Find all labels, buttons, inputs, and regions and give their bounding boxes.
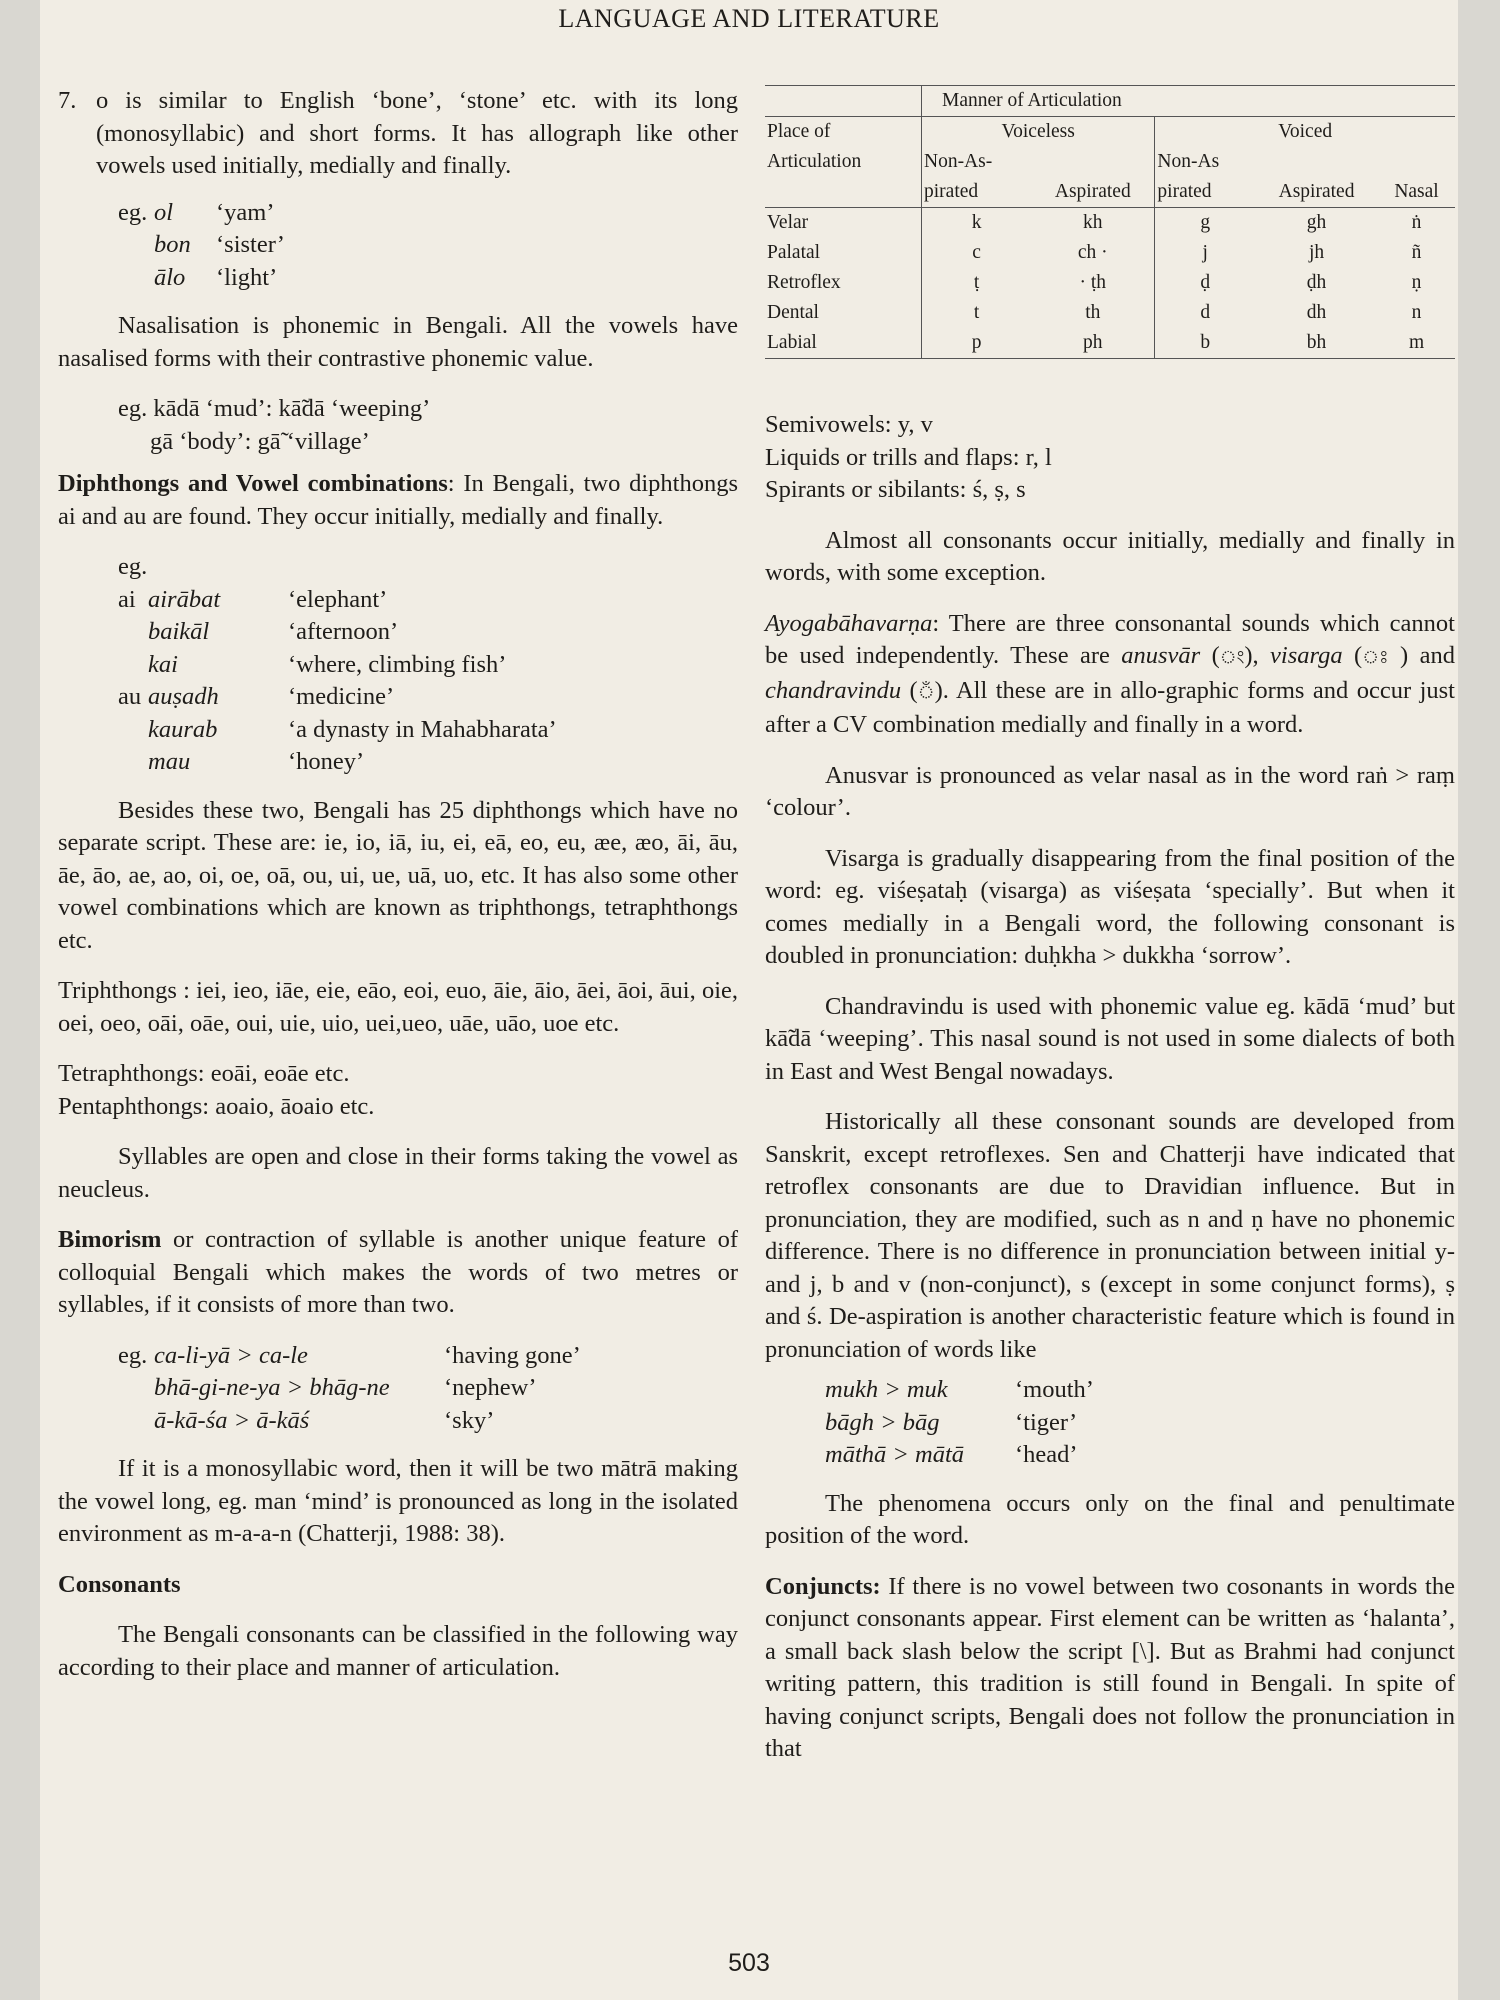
table-cell: gh <box>1306 212 1327 233</box>
conjuncts-text: If there is no vowel between two cosonants in words the conjunct consonants appear. First element can be written as ‘halanta’, a small back slash below the script [\]. But as Brahmi had conjunct writing pattern, this tradition is still found in Bengali. In spite of having conjunct scripts, Bengali does not follow the pronunciation in that <box>765 1572 1455 1762</box>
example-word: airābat <box>148 585 221 613</box>
table-cell: b <box>1200 332 1211 353</box>
table-cell: ṇ <box>1411 272 1422 293</box>
right-column <box>765 85 1455 1784</box>
place-header: Place of <box>765 117 922 148</box>
anusvar-term: anusvār <box>1121 642 1201 669</box>
table-cell: d <box>1200 302 1211 323</box>
nasalisation-paragraph: Nasalisation is phonemic in Bengali. All the vowels have nasalised forms with their contrastive phonemic value. <box>58 312 738 372</box>
anusvar-symbol: ং <box>1219 647 1245 668</box>
nasal-header: Nasal <box>1394 181 1439 202</box>
text-span: ), <box>1244 642 1271 669</box>
diphthong-label <box>118 649 148 682</box>
table-cell: th <box>1031 298 1155 328</box>
table-cell: bh <box>1306 332 1327 353</box>
besides-paragraph: Besides these two, Bengali has 25 diphthongs which have no separate script. These are: ie, io, iā, iu, ei, eā, eo, eu, æe, æo, āi, āu, āe, āo, ae, ao, oi, oe, oā, ou, ui, ue, uā, uo, etc. It has also some other vowel combinations which are known as triphthongs, tetraphthongs etc. <box>58 796 738 954</box>
table-cell: c <box>972 242 981 263</box>
example-o-words <box>118 197 285 295</box>
place-cell: Retroflex <box>765 268 922 298</box>
non-aspirated-header: Non-As- <box>924 151 993 172</box>
example-gloss: ‘afternoon’ <box>288 618 399 645</box>
point-number: 7. <box>58 87 77 114</box>
table-row <box>765 238 1455 268</box>
conjuncts-paragraph <box>765 1571 1455 1766</box>
table-cell: ḍh <box>1306 272 1327 293</box>
table-cell: jh <box>1308 242 1325 263</box>
table-row <box>765 208 1455 239</box>
non-aspirated-header: Non-As <box>1157 151 1220 172</box>
eg-label: eg. <box>118 198 148 226</box>
example-word: auṣadh <box>148 683 219 710</box>
voiceless-header: Voiceless <box>922 117 1155 148</box>
tetraphthongs-line: Tetraphthongs: eoāi, eoāe etc. <box>58 1060 350 1087</box>
ayogabahavarna-term: Ayogabāhavarṇa <box>765 609 933 637</box>
diphthong-label: ai <box>118 585 136 613</box>
table-cell: m <box>1408 332 1425 353</box>
table-cell: t <box>973 302 980 323</box>
example-word: bon <box>154 231 191 258</box>
liquids-line: Liquids or trills and flaps: r, l <box>765 443 1052 471</box>
voiced-header: Voiced <box>1278 121 1333 142</box>
table-cell: p <box>971 332 982 353</box>
table-cell: j <box>1202 242 1208 263</box>
example-word: māthā > mātā <box>825 1441 965 1468</box>
example-word: ca-li-yā > ca-le <box>154 1341 308 1369</box>
deaspiration-examples <box>825 1374 1094 1472</box>
example-word: baikāl <box>148 618 210 645</box>
diphthong-label <box>118 746 148 779</box>
monosyllabic-paragraph: If it is a monosyllabic word, then it will be two mātrā making the vowel long, eg. man ‘mind’ is pronounced as long in the isolated environment as m-a-a-n (Chatterji, 1988: 38). <box>58 1455 738 1547</box>
spirants-line: Spirants or sibilants: ś, ṣ, s <box>765 476 1026 503</box>
diphthong-label: au <box>118 683 142 710</box>
diphthong-examples <box>118 584 557 779</box>
place-cell: Velar <box>765 208 922 239</box>
syllables-paragraph: Syllables are open and close in their forms taking the vowel as neucleus. <box>58 1143 738 1203</box>
table-cell: ph <box>1031 328 1155 359</box>
table-cell: k <box>971 212 982 233</box>
table-cell: n <box>1411 302 1422 323</box>
pentaphthongs-line: Pentaphthongs: aoaio, āoaio etc. <box>58 1092 375 1120</box>
table-cell: ṅ <box>1411 212 1422 233</box>
point-7-text: o is similar to English ‘bone’, ‘stone’ etc. with its long (monosyllabic) and short forms. It has allograph like other vowels used initially, medially and finally. <box>96 87 738 179</box>
example-word: kai <box>148 650 178 678</box>
example-gloss: ‘mouth’ <box>1015 1376 1094 1403</box>
example-word: mau <box>148 748 191 775</box>
example-gloss: ‘medicine’ <box>288 683 395 710</box>
diphthong-paragraph <box>58 468 738 533</box>
aspirated-header: Aspirated <box>1278 181 1355 202</box>
chandravindu-paragraph: Chandravindu is used with phonemic value eg. kādā ‘mud’ but kā̃dā ‘weeping’. This nasal sound is not used in some dialects of both in East and West Bengal nowadays. <box>765 992 1455 1085</box>
aspirated-header: Aspirated <box>1031 177 1155 208</box>
place-header-2: Articulation <box>765 147 922 177</box>
left-column <box>58 85 738 1702</box>
example-gloss: ‘nephew’ <box>444 1374 537 1401</box>
example-gloss: ‘a dynasty in Mahabharata’ <box>288 715 557 743</box>
table-row <box>765 268 1455 298</box>
manner-header: Manner of Articulation <box>942 90 1122 111</box>
triphthongs-line: Triphthongs : iei, ieo, iāe, eie, eāo, eoi, euo, āie, āio, āei, āoi, āui, oie, oei, oeo, oāi, oāe, oui, uie, uio, uei,ueo, uāe, uāo, uoe etc. <box>58 977 738 1037</box>
example-word: bāgh > bāg <box>825 1408 940 1436</box>
table-cell: dh <box>1306 302 1327 323</box>
example-gloss: ‘head’ <box>1015 1441 1078 1468</box>
place-cell: Dental <box>765 298 922 328</box>
example-word: bhā-gi-ne-ya > bhāg-ne <box>154 1374 390 1401</box>
table-cell: · ṭh <box>1031 268 1155 298</box>
example-word: ol <box>154 198 174 226</box>
eg-label: eg. <box>118 1341 148 1369</box>
example-gloss: ‘yam’ <box>216 198 275 226</box>
almost-all-paragraph: Almost all consonants occur initially, medially and finally in words, with some exception. <box>765 526 1455 586</box>
example-gloss: ‘honey’ <box>288 748 365 775</box>
pirated-label: pirated <box>924 181 979 202</box>
bimorism-examples <box>118 1340 581 1438</box>
example-word: mukh > muk <box>825 1376 948 1403</box>
nasal-example-line-1: eg. kādā ‘mud’: kā̃dā ‘weeping’ <box>118 395 431 422</box>
example-word: kaurab <box>148 715 218 743</box>
page-number: 503 <box>728 1949 770 1977</box>
anusvar-paragraph: Anusvar is pronounced as velar nasal as in the word raṅ > raṃ ‘colour’. <box>765 761 1455 821</box>
visarga-term: visarga <box>1270 642 1343 669</box>
visarga-paragraph: Visarga is gradually disappearing from the final position of the word: eg. viśeṣataḥ (visarga) as viśeṣata ‘specially’. But when it comes medially in a Bengali word, the following consonant is doubled in pronunciation: duḥkha > dukkha ‘sorrow’. <box>765 844 1455 969</box>
consonants-heading-text: Consonants <box>58 1570 181 1598</box>
table-row <box>765 328 1455 359</box>
bimorism-heading: Bimorism <box>58 1226 162 1253</box>
visarga-symbol: ঃ <box>1362 647 1389 668</box>
table-cell: g <box>1200 212 1211 233</box>
diphthong-label <box>118 616 148 649</box>
consonants-paragraph: The Bengali consonants can be classified in the following way according to their place and manner of articulation. <box>58 1621 738 1681</box>
phenomena-paragraph: The phenomena occurs only on the final and penultimate position of the word. <box>765 1489 1455 1549</box>
consonant-table <box>765 85 1455 359</box>
text-span: : There are three consonantal sounds which cannot be used independently. These are <box>765 609 1455 669</box>
text-span: ( <box>1200 642 1220 669</box>
example-gloss: ‘having gone’ <box>444 1341 581 1369</box>
conjuncts-heading: Conjuncts: <box>765 1572 881 1600</box>
example-gloss: ‘light’ <box>216 263 278 291</box>
place-cell: Labial <box>765 328 922 359</box>
bimorism-text: or contraction of syllable is another unique feature of colloquial Bengali which makes the words of two metres or syllables, if it consists of more than two. <box>58 1226 738 1318</box>
chandravindu-symbol: ঁ <box>917 681 935 703</box>
example-gloss: ‘elephant’ <box>288 585 388 613</box>
table-cell: ch · <box>1031 238 1155 268</box>
diphthong-label <box>118 714 148 747</box>
chandravindu-term: chandravindu <box>765 676 902 704</box>
table-cell: ñ <box>1411 242 1422 263</box>
pirated-label: pirated <box>1157 181 1212 202</box>
running-header: LANGUAGE AND LITERATURE <box>558 4 940 33</box>
ayogabahavarna-paragraph: Ayogabāhavarṇa: There are three consonantal sounds which cannot be used independently. These are anusvār (ং), visarga (ঃ ) and chandravindu (ঁ). All these are in allo-graphic forms and occur just after a CV combination medially and finally in a word. <box>765 609 1455 738</box>
example-word: ālo <box>154 263 186 291</box>
diphthong-text: : In Bengali, two diphthongs ai and au are found. They occur initially, medially and finally. <box>58 470 738 530</box>
diphthong-eg-label: eg. <box>118 553 148 580</box>
example-gloss: ‘tiger’ <box>1015 1408 1078 1436</box>
table-cell: ṭ <box>973 272 980 293</box>
example-gloss: ‘sister’ <box>216 231 285 258</box>
text-span: ( <box>901 676 918 704</box>
diphthong-heading: Diphthongs and Vowel combinations <box>58 470 448 497</box>
text-span: ). All these are in allo-graphic forms and occur just after a CV combination medially and finally in a word. <box>765 676 1455 738</box>
text-span: ( <box>1342 642 1363 669</box>
place-cell: Palatal <box>765 238 922 268</box>
example-gloss: ‘where, climbing fish’ <box>288 650 507 678</box>
nasal-example-line-2: gā ‘body’: gā̃ ‘village’ <box>150 427 370 455</box>
bimorism-paragraph <box>58 1224 738 1322</box>
table-row <box>765 298 1455 328</box>
table-cell: kh <box>1031 208 1155 239</box>
semivowels-line: Semivowels: y, v <box>765 411 933 438</box>
text-span: and <box>1419 642 1455 669</box>
page <box>40 0 1458 2000</box>
table-cell: ḍ <box>1200 272 1211 293</box>
example-gloss: ‘sky’ <box>444 1406 495 1434</box>
example-word: ā-kā-śa > ā-kāś <box>154 1406 310 1434</box>
historically-paragraph: Historically all these consonant sounds are developed from Sanskrit, except retroflexes. Sen and Chatterji have indicated that retroflex consonants are due to Dravidian influence. But in pronunciation, they are modified, such as n and ṇ have no phonemic difference. There is no difference in pronunciation between initial y- and j, b and v (non-conjunct), s (except in some conjunct forms), ṣ and ś. De-aspiration is another characteristic feature which is found in pronunciation of words like <box>765 1108 1455 1363</box>
consonants-heading <box>58 1569 738 1602</box>
point-7 <box>58 85 738 183</box>
